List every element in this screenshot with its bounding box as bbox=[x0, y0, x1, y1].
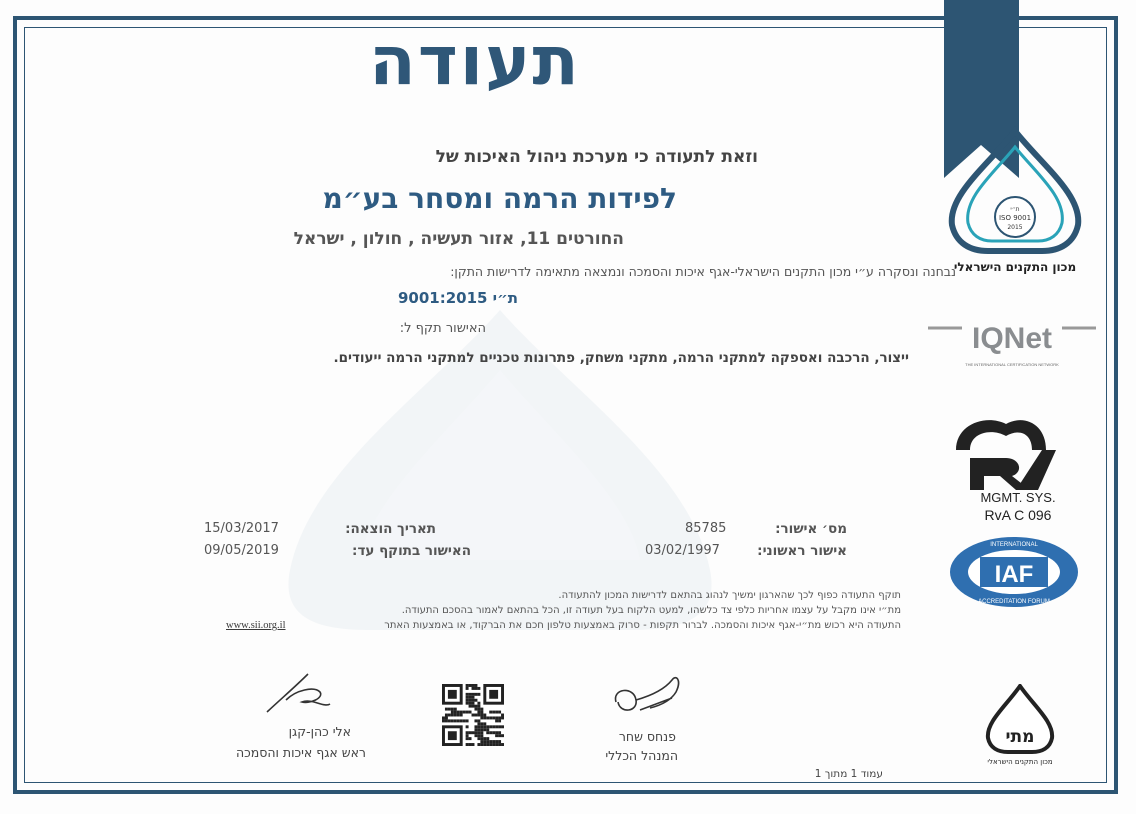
approval-number-label: מס׳ אישור: bbox=[775, 521, 847, 537]
iaf-ring-top: INTERNATIONAL bbox=[990, 542, 1038, 548]
left-signatory-name: אלי כהן-קגן bbox=[288, 724, 351, 739]
mati-wordmark: מתי bbox=[1005, 727, 1035, 747]
mati-subtitle: מכון התקנים הישראלי bbox=[987, 758, 1053, 766]
first-approval-label: אישור ראשוני: bbox=[757, 543, 847, 559]
note-line-2: מת״י אינו מקבל על עצמו אחריות כלפי צד כלשהו, למעט הלקוח בעל תעודה זו, הכל בהתאם לאמור בהסכם התעודה. bbox=[401, 605, 901, 616]
sii-badge-top: ת״י bbox=[1010, 206, 1020, 213]
rva-line-2: RvA C 096 bbox=[984, 507, 1052, 523]
valid-until-label: האישור בתוקף עד: bbox=[352, 543, 471, 559]
left-signatory-title: ראש אגף איכות והסמכה bbox=[235, 745, 366, 760]
examined-statement: נבחנה ונסקרה ע״י מכון התקנים הישראלי-אגף איכות והסמכה ונמצאה מתאימה לדרישות התקן: bbox=[450, 264, 956, 279]
issue-date-label: תאריך הוצאה: bbox=[345, 521, 436, 537]
page-number: עמוד 1 מתוך 1 bbox=[814, 768, 883, 780]
iqnet-wordmark: IQNet bbox=[971, 322, 1053, 355]
first-approval-value: 03/02/1997 bbox=[645, 543, 720, 558]
certificate-title: תעודה bbox=[369, 22, 581, 101]
left-signature bbox=[262, 668, 334, 720]
right-signature bbox=[610, 672, 690, 718]
company-name: לפידות הרמה ומסחר בע״מ bbox=[322, 182, 677, 215]
intro-text: וזאת לתעודה כי מערכת ניהול האיכות של bbox=[435, 147, 758, 167]
iaf-ring-bottom: ACCREDITATION FORUM bbox=[978, 599, 1050, 605]
website-link[interactable]: www.sii.org.il bbox=[226, 620, 286, 631]
iaf-wordmark: IAF bbox=[994, 561, 1034, 588]
scope-text: ייצור, הרכבה ואספקה למתקני הרמה, מתקני משחק, פתרונות טכניים למתקני הרמה ייעודים. bbox=[333, 350, 909, 366]
note-line-1: תוקף התעודה כפוף לכך שהארגון ימשיך לנהוג בהתאם לדרישות המכון להתעודה. bbox=[558, 590, 901, 601]
iqnet-subtitle: THE INTERNATIONAL CERTIFICATION NETWORK bbox=[965, 362, 1059, 367]
sii-badge-main: ISO 9001 bbox=[998, 214, 1032, 222]
scope-heading: האישור תקף ל: bbox=[399, 321, 486, 336]
rva-accreditation-logo bbox=[946, 410, 1078, 528]
mati-logo bbox=[982, 684, 1058, 768]
sii-name: מכון התקנים הישראלי bbox=[953, 260, 1077, 274]
valid-until-value: 09/05/2019 bbox=[204, 543, 279, 558]
iaf-logo bbox=[948, 535, 1080, 609]
company-address: החורטים 11, אזור תעשיה , חולון , ישראל bbox=[293, 229, 624, 249]
issue-date-value: 15/03/2017 bbox=[204, 521, 279, 536]
right-signatory-title: המנהל הכללי bbox=[605, 748, 678, 763]
right-signatory-name: פנחס שחר bbox=[618, 729, 676, 744]
rva-line-1: MGMT. SYS. bbox=[980, 490, 1056, 505]
note-line-3: התעודה היא רכוש מת״י-אגף איכות והסמכה. לברור תקפות - סרוק באמצעות טלפון חכם את הברקוד, או באמצעות האתר bbox=[384, 620, 901, 631]
sii-badge-year: 2015 bbox=[1007, 224, 1023, 231]
approval-number-value: 85785 bbox=[685, 521, 727, 536]
sii-approved-system-logo bbox=[942, 125, 1088, 275]
iqnet-logo bbox=[926, 310, 1098, 372]
standard-number: ת״י 9001:2015 bbox=[397, 289, 518, 307]
qr-code[interactable] bbox=[442, 684, 504, 746]
